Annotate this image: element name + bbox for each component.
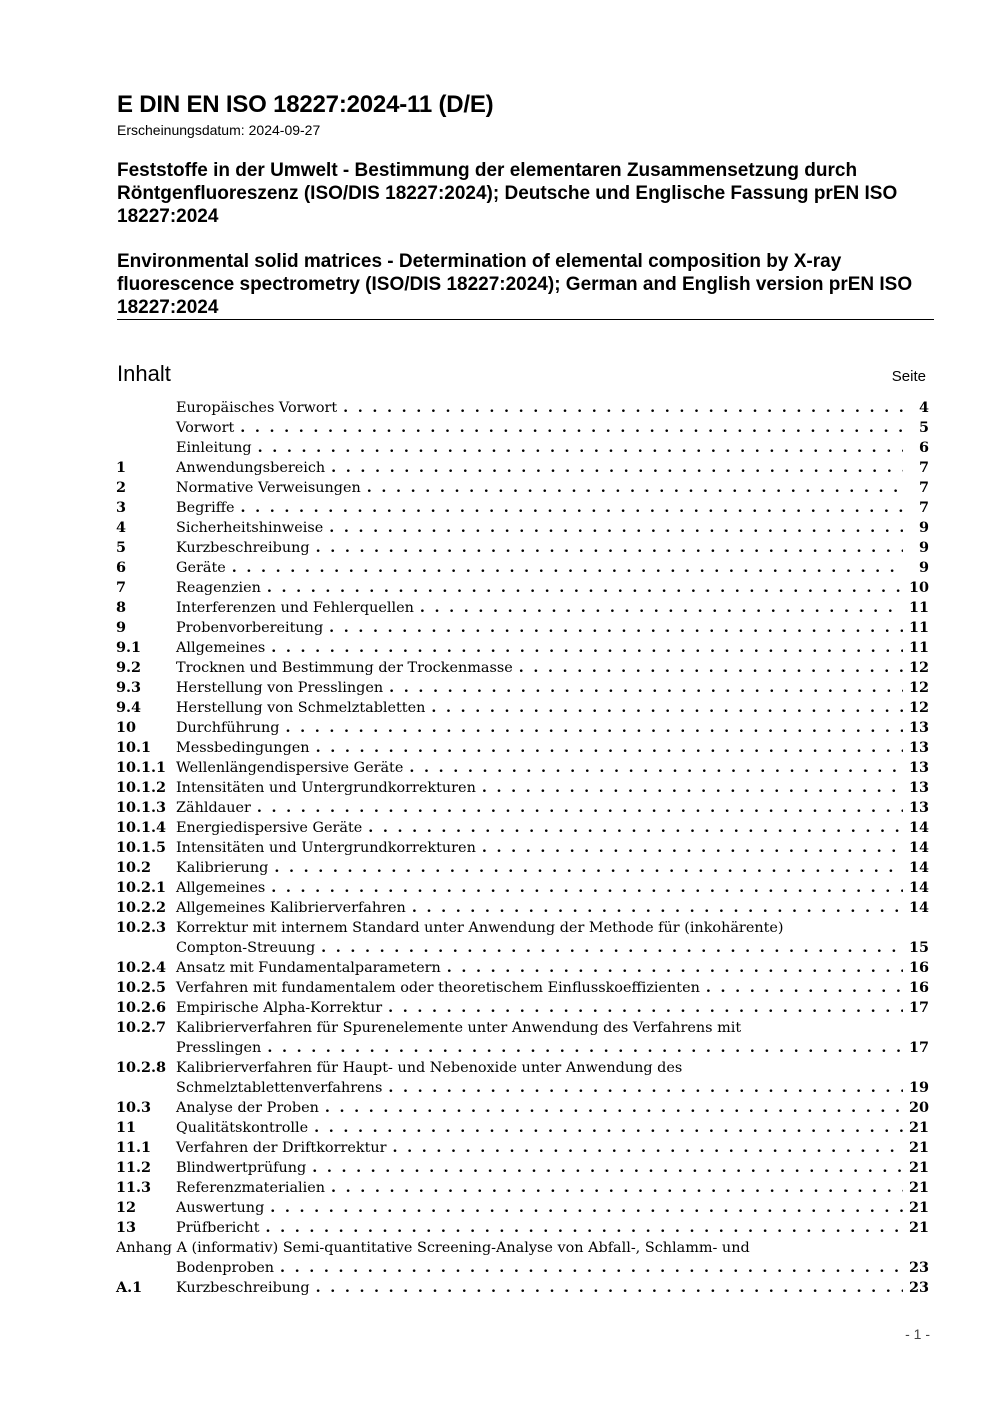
- toc-entry-number: 10.1.4: [116, 819, 167, 836]
- toc-entry-title-line1: Korrektur mit internem Standard unter Anwendung der Methode für (inkohärente): [176, 920, 784, 936]
- toc-entry-title: Wellenlängendispersive Geräte: [176, 760, 404, 776]
- toc-entry-title: Verfahren der Driftkorrektur: [176, 1140, 387, 1156]
- toc-entry-title-line1: Kalibrierverfahren für Spurenelemente unter Anwendung des Verfahrens mit: [176, 1020, 742, 1036]
- toc-entry-page: 21: [908, 1199, 929, 1216]
- publication-date: [117, 121, 320, 139]
- toc-entry[interactable]: [116, 478, 929, 498]
- toc-entry-title: Kalibrierung: [176, 860, 269, 876]
- toc-entry[interactable]: [116, 438, 929, 458]
- toc-entry-number: 10.2.6: [116, 999, 167, 1016]
- toc-dot-leader: [240, 418, 903, 438]
- toc-dot-leader: [270, 1198, 903, 1218]
- toc-entry-title: Presslingen: [176, 1040, 262, 1056]
- toc-entry-page: 7: [918, 459, 929, 476]
- toc-dot-leader: [388, 1078, 903, 1098]
- toc-entry[interactable]: [116, 578, 929, 598]
- toc-entry-number: 12: [116, 1199, 137, 1216]
- toc-entry[interactable]: [116, 1098, 929, 1118]
- toc-entry[interactable]: [116, 738, 929, 758]
- toc-entry[interactable]: [116, 998, 929, 1018]
- toc-entry[interactable]: [116, 1218, 929, 1238]
- toc-dot-leader: [519, 658, 903, 678]
- toc-entry-title: Blindwertprüfung: [176, 1160, 307, 1176]
- toc-entry-page: 5: [918, 419, 929, 436]
- toc-entry-page: 16: [908, 979, 929, 996]
- toc-entry-title: Europäisches Vorwort: [176, 400, 338, 416]
- toc-entry-number: 10.2.5: [116, 979, 167, 996]
- toc-entry[interactable]: [116, 778, 929, 798]
- toc-entry-page: 7: [918, 499, 929, 516]
- toc-entry-page: 6: [918, 439, 929, 456]
- toc-entry-title: Reagenzien: [176, 580, 261, 596]
- toc-entry-number: 10.2.1: [116, 879, 167, 896]
- toc-entry-title: Geräte: [176, 560, 226, 576]
- toc-entry[interactable]: [116, 838, 929, 858]
- toc-entry-page: 14: [908, 819, 929, 836]
- toc-entry-number: 8: [116, 599, 127, 616]
- toc-entry-number: 9.1: [116, 639, 142, 656]
- toc-entry-page: 21: [908, 1119, 929, 1136]
- toc-entry-page: 14: [908, 839, 929, 856]
- toc-entry-number: 11.2: [116, 1159, 152, 1176]
- toc-entry-title: Referenzmaterialien: [176, 1180, 326, 1196]
- toc-entry[interactable]: [116, 958, 929, 978]
- toc-dot-leader: [431, 698, 903, 718]
- toc-entry-title: Allgemeines: [176, 880, 266, 896]
- toc-entry-page: 12: [908, 679, 929, 696]
- toc-entry-page: 21: [908, 1159, 929, 1176]
- toc-entry[interactable]: [116, 398, 929, 418]
- toc-entry[interactable]: [116, 638, 929, 658]
- toc-entry[interactable]: [116, 858, 929, 878]
- toc-entry-title: Allgemeines: [176, 640, 266, 656]
- toc-entry[interactable]: [116, 558, 929, 578]
- toc-entry-number: 2: [116, 479, 127, 496]
- toc-entry-page: 9: [918, 539, 929, 556]
- publication-date-label: Erscheinungsdatum:: [117, 122, 245, 138]
- toc-entry[interactable]: [116, 798, 929, 818]
- toc-entry-number: 10.1.3: [116, 799, 167, 816]
- toc-dot-leader: [312, 1158, 903, 1178]
- toc-entry[interactable]: [116, 498, 929, 518]
- toc-entry-page: 12: [908, 659, 929, 676]
- toc-entry[interactable]: [116, 758, 929, 778]
- toc-entry-title: Messbedingungen: [176, 740, 310, 756]
- toc-entry-page: 19: [908, 1079, 929, 1096]
- toc-entry[interactable]: [116, 458, 929, 478]
- toc-dot-leader: [368, 818, 903, 838]
- toc-entry-page: 13: [908, 779, 929, 796]
- toc-entry-number: 10.2.4: [116, 959, 167, 976]
- toc-entry-title: Intensitäten und Untergrundkorrekturen: [176, 780, 476, 796]
- toc-entry-page: 17: [908, 999, 929, 1016]
- toc-entry[interactable]: [116, 1018, 929, 1058]
- toc-entry-number: 1: [116, 459, 127, 476]
- toc-entry-page: 15: [908, 939, 929, 956]
- toc-dot-leader: [482, 838, 903, 858]
- toc-entry-title-line1: Anhang A (informativ) Semi-quantitative Screening-Analyse von Abfall-, Schlamm- und: [116, 1240, 750, 1256]
- toc-heading: Inhalt: [117, 361, 171, 386]
- toc-entry-number: 11.3: [116, 1179, 152, 1196]
- toc-entry-page: 11: [908, 599, 929, 616]
- toc-dot-leader: [329, 618, 903, 638]
- document-id: E DIN EN ISO 18227:2024-11 (D/E): [117, 91, 494, 118]
- toc-entry-title: Prüfbericht: [176, 1220, 260, 1236]
- toc-entry-number: 10.2.3: [116, 919, 167, 936]
- toc-entry-title: Kurzbeschreibung: [176, 540, 310, 556]
- toc-entry-title-line1: Kalibrierverfahren für Haupt- und Nebenoxide unter Anwendung des: [176, 1060, 683, 1076]
- toc-entry[interactable]: [116, 538, 929, 558]
- toc-entry-title: Durchführung: [176, 720, 280, 736]
- toc-entry[interactable]: [116, 1058, 929, 1098]
- toc-entry[interactable]: [116, 618, 929, 638]
- toc-dot-leader: [265, 1218, 902, 1238]
- toc-entry-title: Energiedispersive Geräte: [176, 820, 363, 836]
- toc-dot-leader: [482, 778, 903, 798]
- toc-entry-title: Probenvorbereitung: [176, 620, 324, 636]
- toc-entry-number: 11: [116, 1119, 137, 1136]
- toc-page-column-heading: Seite: [891, 368, 926, 385]
- toc-dot-leader: [367, 478, 903, 498]
- toc-entry-number: 9.3: [116, 679, 142, 696]
- toc-entry[interactable]: [116, 878, 929, 898]
- toc-entry-page: 4: [918, 399, 929, 416]
- toc-entry-page: 7: [918, 479, 929, 496]
- toc-dot-leader: [316, 1278, 903, 1298]
- toc-entry-page: 23: [908, 1279, 929, 1296]
- toc-entry-page: 13: [908, 739, 929, 756]
- toc-dot-leader: [271, 878, 903, 898]
- toc-entry-number: 10.2.8: [116, 1059, 167, 1076]
- toc-entry-title: Qualitätskontrolle: [176, 1120, 309, 1136]
- toc-dot-leader: [331, 1178, 903, 1198]
- toc-entry-number: 13: [116, 1219, 137, 1236]
- toc-entry[interactable]: [116, 978, 929, 998]
- toc-entry-number: 10.2: [116, 859, 152, 876]
- toc-entry-title: Sicherheitshinweise: [176, 520, 324, 536]
- toc-entry[interactable]: [116, 1238, 929, 1278]
- toc-entry[interactable]: [116, 918, 929, 958]
- toc-entry-page: 21: [908, 1179, 929, 1196]
- toc-entry-page: 21: [908, 1219, 929, 1236]
- toc-entry-number: 10.2.7: [116, 1019, 167, 1036]
- toc-entry-number: 11.1: [116, 1139, 152, 1156]
- toc-entry-title: Ansatz mit Fundamentalparametern: [176, 960, 441, 976]
- toc-dot-leader: [706, 978, 903, 998]
- toc-entry-page: 20: [908, 1099, 929, 1116]
- toc-entry-page: 14: [908, 859, 929, 876]
- toc-entry[interactable]: [116, 818, 929, 838]
- table-of-contents: [116, 398, 929, 1298]
- toc-entry-title: Schmelztablettenverfahrens: [176, 1080, 383, 1096]
- page-number: - 1 -: [905, 1326, 930, 1342]
- toc-dot-leader: [286, 718, 903, 738]
- toc-dot-leader: [267, 1038, 903, 1058]
- toc-entry[interactable]: [116, 1278, 929, 1298]
- toc-entry-page: 9: [918, 519, 929, 536]
- toc-entry-number: 9.4: [116, 699, 142, 716]
- toc-entry-number: 6: [116, 559, 127, 576]
- toc-entry-number: 10.2.2: [116, 899, 167, 916]
- toc-dot-leader: [232, 558, 903, 578]
- toc-dot-leader: [389, 678, 903, 698]
- toc-dot-leader: [331, 458, 903, 478]
- toc-entry-number: 10.1: [116, 739, 152, 756]
- toc-entry[interactable]: [116, 1158, 929, 1178]
- toc-entry[interactable]: [116, 1198, 929, 1218]
- toc-entry-title: Verfahren mit fundamentalem oder theoretischem Einflusskoeffizienten: [176, 980, 700, 996]
- toc-entry-number: A.1: [116, 1279, 143, 1296]
- toc-dot-leader: [274, 858, 903, 878]
- toc-entry-title: Normative Verweisungen: [176, 480, 361, 496]
- toc-entry[interactable]: [116, 518, 929, 538]
- toc-entry-page: 14: [908, 879, 929, 896]
- toc-entry-title: Interferenzen und Fehlerquellen: [176, 600, 414, 616]
- toc-entry[interactable]: [116, 1138, 929, 1158]
- toc-dot-leader: [447, 958, 903, 978]
- toc-entry[interactable]: [116, 658, 929, 678]
- title-english: Environmental solid matrices - Determination of elemental composition by X-ray fluorescence spectrometry (ISO/DIS 18227:2024); German and English version prEN ISO 18227:2024: [117, 251, 913, 318]
- toc-entry-number: 5: [116, 539, 127, 556]
- toc-dot-leader: [271, 638, 903, 658]
- toc-entry-title: Intensitäten und Untergrundkorrekturen: [176, 840, 476, 856]
- toc-entry[interactable]: [116, 718, 929, 738]
- toc-entry-number: 9: [116, 619, 127, 636]
- toc-dot-leader: [412, 898, 903, 918]
- toc-entry-number: 4: [116, 519, 127, 536]
- toc-entry-title: Herstellung von Presslingen: [176, 680, 384, 696]
- toc-entry-page: 11: [908, 619, 929, 636]
- toc-entry[interactable]: [116, 598, 929, 618]
- toc-entry-title: Empirische Alpha-Korrektur: [176, 1000, 383, 1016]
- toc-entry-page: 10: [908, 579, 929, 596]
- toc-entry-page: 13: [908, 799, 929, 816]
- toc-dot-leader: [329, 518, 903, 538]
- toc-entry-title: Begriffe: [176, 500, 235, 516]
- toc-dot-leader: [314, 1118, 903, 1138]
- toc-entry-title: Herstellung von Schmelztabletten: [176, 700, 426, 716]
- toc-entry-page: 23: [908, 1259, 929, 1276]
- title-german: Feststoffe in der Umwelt - Bestimmung der elementaren Zusammensetzung durch Röntgenfluoreszenz (ISO/DIS 18227:2024); Deutsche und Englische Fassung prEN ISO 18227:2024: [117, 160, 898, 227]
- toc-dot-leader: [316, 738, 903, 758]
- toc-dot-leader: [325, 1098, 903, 1118]
- toc-dot-leader: [258, 438, 903, 458]
- toc-dot-leader: [241, 498, 903, 518]
- toc-entry[interactable]: [116, 898, 929, 918]
- toc-dot-leader: [393, 1138, 903, 1158]
- toc-entry-title: Einleitung: [176, 440, 252, 456]
- toc-entry-number: 3: [116, 499, 127, 516]
- toc-entry-title: Trocknen und Bestimmung der Trockenmasse: [176, 660, 513, 676]
- toc-dot-leader: [280, 1258, 903, 1278]
- toc-entry-number: 10.1.1: [116, 759, 167, 776]
- header-divider: [117, 319, 934, 320]
- publication-date-value: 2024-09-27: [248, 122, 321, 138]
- toc-entry-page: 21: [908, 1139, 929, 1156]
- toc-entry-number: 7: [116, 579, 127, 596]
- toc-dot-leader: [420, 598, 903, 618]
- toc-entry-title: Allgemeines Kalibrierverfahren: [176, 900, 406, 916]
- toc-entry-number: 9.2: [116, 659, 142, 676]
- toc-entry-title: Anwendungsbereich: [176, 460, 326, 476]
- toc-entry-number: 10: [116, 719, 137, 736]
- toc-entry-title: Compton-Streuung: [176, 940, 316, 956]
- toc-entry[interactable]: [116, 1178, 929, 1198]
- toc-entry[interactable]: [116, 1118, 929, 1138]
- toc-entry-page: 11: [908, 639, 929, 656]
- toc-entry-title: Zähldauer: [176, 800, 251, 816]
- toc-entry[interactable]: [116, 418, 929, 438]
- toc-entry[interactable]: [116, 678, 929, 698]
- toc-dot-leader: [257, 798, 903, 818]
- toc-entry-number: 10.1.2: [116, 779, 167, 796]
- toc-entry-title: Kurzbeschreibung: [176, 1280, 310, 1296]
- toc-entry-page: 12: [908, 699, 929, 716]
- toc-entry[interactable]: [116, 698, 929, 718]
- toc-entry-page: 9: [918, 559, 929, 576]
- toc-dot-leader: [343, 398, 903, 418]
- toc-entry-page: 14: [908, 899, 929, 916]
- toc-entry-title: Analyse der Proben: [176, 1100, 319, 1116]
- toc-dot-leader: [267, 578, 903, 598]
- toc-entry-page: 16: [908, 959, 929, 976]
- toc-dot-leader: [321, 938, 903, 958]
- toc-dot-leader: [409, 758, 903, 778]
- toc-entry-page: 13: [908, 759, 929, 776]
- toc-dot-leader: [388, 998, 903, 1018]
- toc-entry-page: 13: [908, 719, 929, 736]
- toc-entry-page: 17: [908, 1039, 929, 1056]
- toc-entry-title: Vorwort: [176, 420, 235, 436]
- toc-entry-title: Bodenproben: [176, 1260, 274, 1276]
- toc-entry-number: 10.3: [116, 1099, 152, 1116]
- toc-dot-leader: [316, 538, 903, 558]
- toc-entry-number: 10.1.5: [116, 839, 167, 856]
- toc-entry-title: Auswertung: [176, 1200, 265, 1216]
